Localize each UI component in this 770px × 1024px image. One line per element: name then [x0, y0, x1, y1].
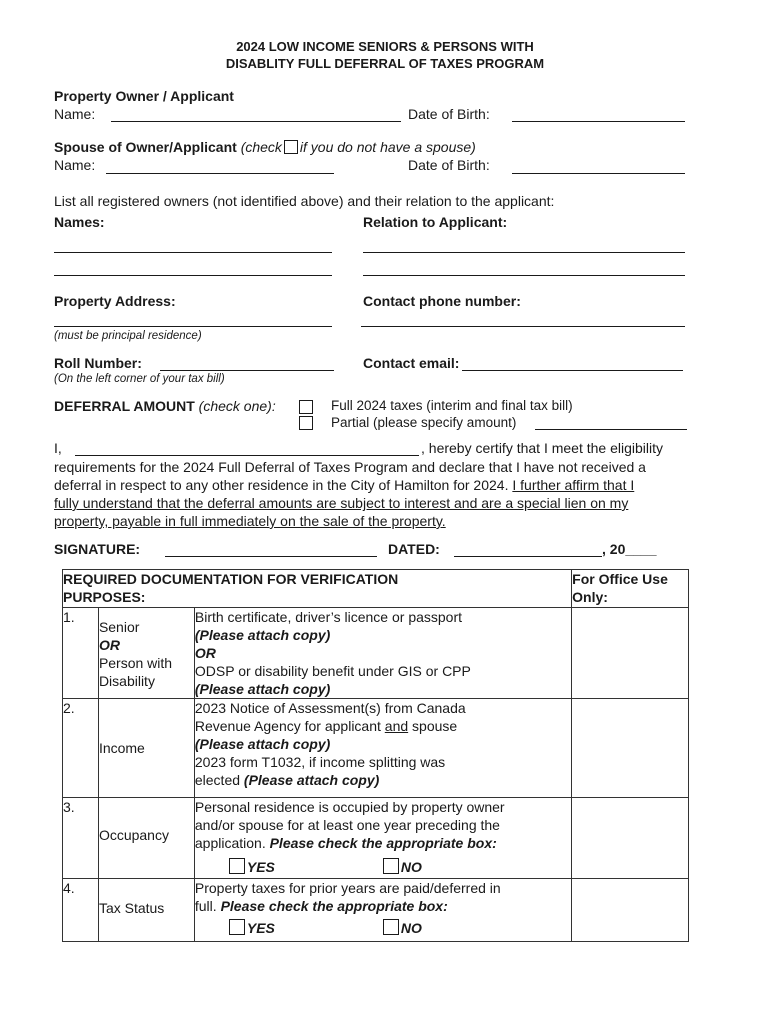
registered-name-field-2[interactable]: [54, 275, 332, 276]
property-address-label: Property Address:: [54, 293, 176, 309]
row1-cat-person: Person with: [98, 655, 173, 671]
row3-yes-no: [195, 858, 571, 876]
table-header-left: [63, 570, 572, 608]
property-address-field[interactable]: [54, 326, 332, 327]
certify-line3: [54, 476, 699, 494]
certify-line2: requirements for the 2024 Full Deferral of Taxes Program and declare that I have not received a: [54, 459, 646, 475]
certify-i: I,: [54, 440, 62, 456]
row1-doc-2: (Please attach copy): [194, 627, 331, 643]
row3-yes-checkbox[interactable]: [229, 858, 245, 874]
row2-doc-3: (Please attach copy): [194, 736, 331, 752]
table-row: [63, 608, 689, 699]
owner-name-field[interactable]: [111, 121, 401, 122]
documentation-table: [62, 569, 689, 942]
office-use-1: For Office Use: [572, 571, 668, 587]
row2-doc-2: [195, 717, 571, 735]
roll-number-note: (On the left corner of your tax bill): [54, 373, 225, 385]
dated-year: , 20____: [602, 541, 657, 557]
form-title-line1: 2024 LOW INCOME SENIORS & PERSONS WITH: [236, 39, 534, 54]
row3-yes-group: [227, 858, 275, 876]
names-label: Names:: [54, 214, 105, 230]
partial-deferral-option: Partial (please specify amount): [331, 415, 517, 430]
row1-doc-5: (Please attach copy): [194, 681, 331, 697]
row3-doc-3-em: Please check the appropriate box:: [269, 835, 497, 851]
row1-cat-senior: Senior: [98, 619, 140, 635]
certify-line5: [54, 512, 699, 530]
full-deferral-checkbox[interactable]: [299, 400, 313, 414]
row4-no-label: NO: [400, 920, 422, 936]
row2-doc-4: 2023 form T1032, if income splitting was: [194, 754, 446, 770]
partial-deferral-checkbox[interactable]: [299, 416, 313, 430]
row3-doc-2: and/or spouse for at least one year preceding the: [194, 817, 500, 833]
row4-office-use[interactable]: [572, 879, 689, 942]
row2-doc-1: 2023 Notice of Assessment(s) from Canada: [194, 700, 466, 716]
contact-email-field[interactable]: [462, 370, 683, 371]
deferral-amount-line: [54, 398, 276, 414]
row3-office-use[interactable]: [572, 798, 689, 879]
table-header-left-2: PURPOSES:: [63, 589, 146, 605]
spouse-name-field[interactable]: [106, 173, 334, 174]
row4-yes-checkbox[interactable]: [229, 919, 245, 935]
row4-yes-group: [227, 919, 275, 937]
table-row: [63, 699, 689, 798]
row2-office-use[interactable]: [572, 699, 689, 798]
row1-cat-disability: Disability: [98, 673, 155, 689]
row4-number: 4.: [63, 879, 99, 942]
table-header-left-1: REQUIRED DOCUMENTATION FOR VERIFICATION: [63, 571, 399, 587]
certify-line5-text: property, payable in full immediately on the sale of the property.: [54, 513, 446, 529]
row4-documents: [194, 879, 571, 942]
owner-heading: Property Owner / Applicant: [54, 88, 234, 104]
row3-documents: [194, 798, 571, 879]
spouse-check-pre: (check: [240, 139, 282, 155]
row4-category: Tax Status: [98, 879, 194, 942]
row4-doc-2: [195, 897, 571, 915]
office-use-header: [572, 570, 689, 608]
relation-field-2[interactable]: [363, 275, 685, 276]
certify-line4: [54, 494, 699, 512]
registered-name-field-1[interactable]: [54, 252, 332, 253]
full-deferral-option: Full 2024 taxes (interim and final tax bill): [331, 398, 573, 413]
table-row: [63, 879, 689, 942]
row1-doc-3: OR: [194, 645, 216, 661]
row3-doc-1: Personal residence is occupied by property owner: [194, 799, 505, 815]
table-header-row: [63, 570, 689, 608]
owner-dob-label: Date of Birth:: [408, 106, 490, 122]
contact-phone-field[interactable]: [361, 326, 685, 327]
contact-phone-label: Contact phone number:: [363, 293, 521, 309]
relation-field-1[interactable]: [363, 252, 685, 253]
relation-label: Relation to Applicant:: [363, 214, 508, 230]
row1-cat-or: OR: [98, 637, 120, 653]
certify-line3-underlined: I further affirm that I: [512, 477, 635, 493]
deferral-check-one: (check one):: [198, 398, 276, 414]
registered-owners-intro: List all registered owners (not identified above) and their relation to the applicant:: [54, 193, 555, 209]
row2-doc-5-pre: elected: [194, 772, 241, 788]
spouse-name-label: Name:: [54, 157, 96, 173]
certify-line3-plain: deferral in respect to any other residence in the City of Hamilton for 2024.: [54, 477, 509, 493]
spouse-heading: Spouse of Owner/Applicant: [54, 139, 237, 155]
contact-email-label: Contact email:: [363, 355, 460, 371]
row4-no-checkbox[interactable]: [383, 919, 399, 935]
partial-amount-field[interactable]: [535, 429, 687, 430]
row3-category: Occupancy: [98, 798, 194, 879]
office-use-2: Only:: [572, 589, 608, 605]
spouse-dob-label: Date of Birth:: [408, 157, 490, 173]
certify-line4-text: fully understand that the deferral amounts are subject to interest and are a special lien on my: [54, 495, 629, 511]
row2-doc-2-pre: Revenue Agency for applicant: [194, 718, 381, 734]
row4-yes-label: YES: [246, 920, 275, 936]
row3-no-checkbox[interactable]: [383, 858, 399, 874]
row1-doc-1: Birth certificate, driver’s licence or passport: [194, 609, 463, 625]
row1-office-use[interactable]: [572, 608, 689, 699]
row3-number: 3.: [63, 798, 99, 879]
roll-number-label: Roll Number:: [54, 355, 142, 371]
dated-field[interactable]: [454, 556, 602, 557]
row2-doc-5: [195, 771, 571, 789]
no-spouse-checkbox[interactable]: [284, 140, 298, 154]
row4-no-group: [381, 919, 422, 937]
row2-doc-2-and: and: [384, 718, 409, 734]
form-title-line2: DISABLITY FULL DEFERRAL OF TAXES PROGRAM: [225, 56, 545, 71]
owner-dob-field[interactable]: [512, 121, 685, 122]
row2-documents: [194, 699, 571, 798]
certify-name-field[interactable]: [75, 455, 419, 456]
row1-documents: [194, 608, 571, 699]
row3-no-label: NO: [400, 859, 422, 875]
row2-category: Income: [98, 699, 194, 798]
principal-residence-note: (must be principal residence): [54, 330, 202, 342]
row3-doc-3-pre: application.: [194, 835, 266, 851]
row4-doc-1: Property taxes for prior years are paid/deferred in: [194, 880, 501, 896]
row3-yes-label: YES: [246, 859, 275, 875]
row2-doc-2-post: spouse: [412, 718, 458, 734]
row2-number: 2.: [63, 699, 99, 798]
dated-label: DATED:: [388, 541, 440, 557]
row2-doc-5-em: (Please attach copy): [243, 772, 380, 788]
table-row: [63, 798, 689, 879]
row4-doc-2-em: Please check the appropriate box:: [220, 898, 448, 914]
row4-yes-no: [195, 919, 571, 937]
row3-doc-3: [195, 834, 571, 852]
row1-category: [98, 608, 194, 699]
signature-label: SIGNATURE:: [54, 541, 141, 557]
signature-field[interactable]: [165, 556, 377, 557]
deferral-amount-label: DEFERRAL AMOUNT: [54, 398, 195, 414]
row1-doc-4: ODSP or disability benefit under GIS or CPP: [194, 663, 471, 679]
roll-number-field[interactable]: [160, 370, 334, 371]
row1-number: 1.: [63, 608, 99, 699]
owner-name-label: Name:: [54, 106, 96, 122]
row3-no-group: [381, 858, 422, 876]
row4-doc-2-pre: full.: [194, 898, 217, 914]
spouse-heading-line: [54, 139, 476, 155]
certify-line1-rest: , hereby certify that I meet the eligibility: [421, 440, 663, 456]
spouse-check-post: if you do not have a spouse): [299, 139, 476, 155]
spouse-dob-field[interactable]: [512, 173, 685, 174]
